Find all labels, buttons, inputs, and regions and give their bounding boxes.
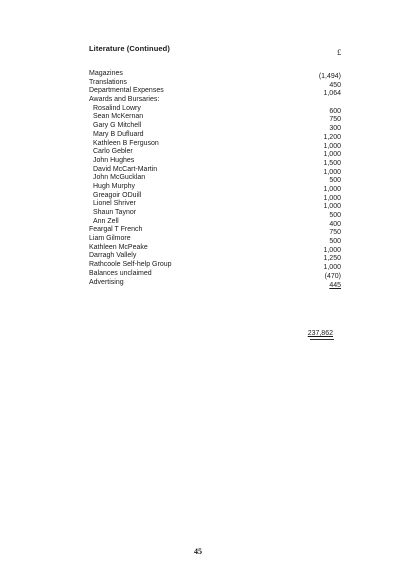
ledger-row xyxy=(0,183,402,192)
row-label: Departmental Expenses xyxy=(89,87,164,95)
ledger-row xyxy=(0,279,402,288)
row-label: Awards and Bursaries: xyxy=(89,96,160,104)
row-label: Carlo Gebler xyxy=(93,148,133,156)
row-amount: 450 xyxy=(329,81,341,89)
row-amount: 1,000 xyxy=(323,185,341,193)
row-label: Kathleen McPeake xyxy=(89,243,148,251)
row-amount: 445 xyxy=(329,281,341,289)
page-number: 45 xyxy=(194,547,202,556)
row-label: Feargal T French xyxy=(89,226,143,234)
row-amount: 1,000 xyxy=(323,151,341,159)
row-amount: (470) xyxy=(324,272,341,280)
total-amount: 237,862 xyxy=(307,330,333,337)
row-amount: 1,000 xyxy=(323,168,341,176)
ledger-row xyxy=(0,192,402,201)
row-amount: 1,250 xyxy=(323,255,341,263)
row-label: Magazines xyxy=(89,70,123,77)
row-label: Advertising xyxy=(89,278,124,286)
row-amount: 1,064 xyxy=(323,90,341,98)
section-heading: Literature (Continued) xyxy=(89,44,170,53)
row-label: Mary B Dufluard xyxy=(93,130,144,138)
row-label: Greagoir ODuill xyxy=(93,191,142,199)
row-amount: (1,494) xyxy=(318,73,341,80)
row-amount: 500 xyxy=(329,177,341,185)
ledger-row xyxy=(0,140,402,149)
ledger-row xyxy=(0,174,402,183)
row-amount: 300 xyxy=(329,125,341,133)
ledger-row xyxy=(0,218,402,227)
row-label: John Hughes xyxy=(93,156,135,164)
ledger-row xyxy=(0,113,402,122)
ledger-row xyxy=(0,148,402,157)
ledger-row xyxy=(0,79,402,88)
ledger-row xyxy=(0,252,402,261)
row-label: Rathcoole Self-help Group xyxy=(89,261,172,269)
row-label: Translations xyxy=(89,78,127,86)
row-label: Shaun Taynor xyxy=(93,209,137,216)
row-amount: 1,000 xyxy=(323,264,341,272)
row-amount: 750 xyxy=(329,116,341,124)
row-label: David McCart-Martin xyxy=(93,165,158,173)
row-amount: 500 xyxy=(329,212,341,219)
ledger-row xyxy=(0,87,402,96)
ledger-row xyxy=(0,200,402,209)
row-label: Ann Zell xyxy=(93,217,119,225)
row-amount: 600 xyxy=(329,107,341,115)
row-label: Hugh Murphy xyxy=(93,182,136,190)
row-label: Kathleen B Ferguson xyxy=(93,139,159,147)
row-label: Rosalind Lowry xyxy=(93,104,141,112)
ledger-row xyxy=(0,166,402,175)
ledger-row xyxy=(0,261,402,270)
ledger-rows xyxy=(0,70,402,287)
row-label: Balances unclaimed xyxy=(89,269,152,277)
ledger-row xyxy=(0,244,402,253)
ledger-row xyxy=(0,122,402,131)
ledger-row xyxy=(0,105,402,114)
row-amount: 1,200 xyxy=(323,133,341,141)
ledger-row xyxy=(0,157,402,166)
row-amount: 400 xyxy=(329,220,341,228)
total-double-underline xyxy=(310,339,334,340)
row-label: Lionel Shriver xyxy=(93,200,136,208)
ledger-row xyxy=(0,270,402,279)
currency-symbol: £ xyxy=(337,47,342,57)
row-label: Gary G Mitchell xyxy=(93,122,142,130)
row-label: Liam Gilmore xyxy=(89,235,131,243)
row-amount: 1,000 xyxy=(323,203,341,211)
row-amount: 1,500 xyxy=(323,159,341,167)
ledger-row xyxy=(0,235,402,244)
row-amount: 1,000 xyxy=(323,142,341,150)
row-amount: 500 xyxy=(329,238,341,246)
row-amount: 1,000 xyxy=(323,194,341,202)
ledger-row xyxy=(0,96,402,105)
row-label: John McGucklan xyxy=(93,174,146,182)
row-label: Darragh Vallely xyxy=(89,252,137,260)
ledger-row xyxy=(0,131,402,140)
ledger-row xyxy=(0,209,402,218)
row-label: Sean McKernan xyxy=(93,113,144,121)
row-amount: 1,000 xyxy=(323,246,341,254)
row-amount: 750 xyxy=(329,229,341,237)
ledger-row xyxy=(0,226,402,235)
ledger-row xyxy=(0,70,402,79)
